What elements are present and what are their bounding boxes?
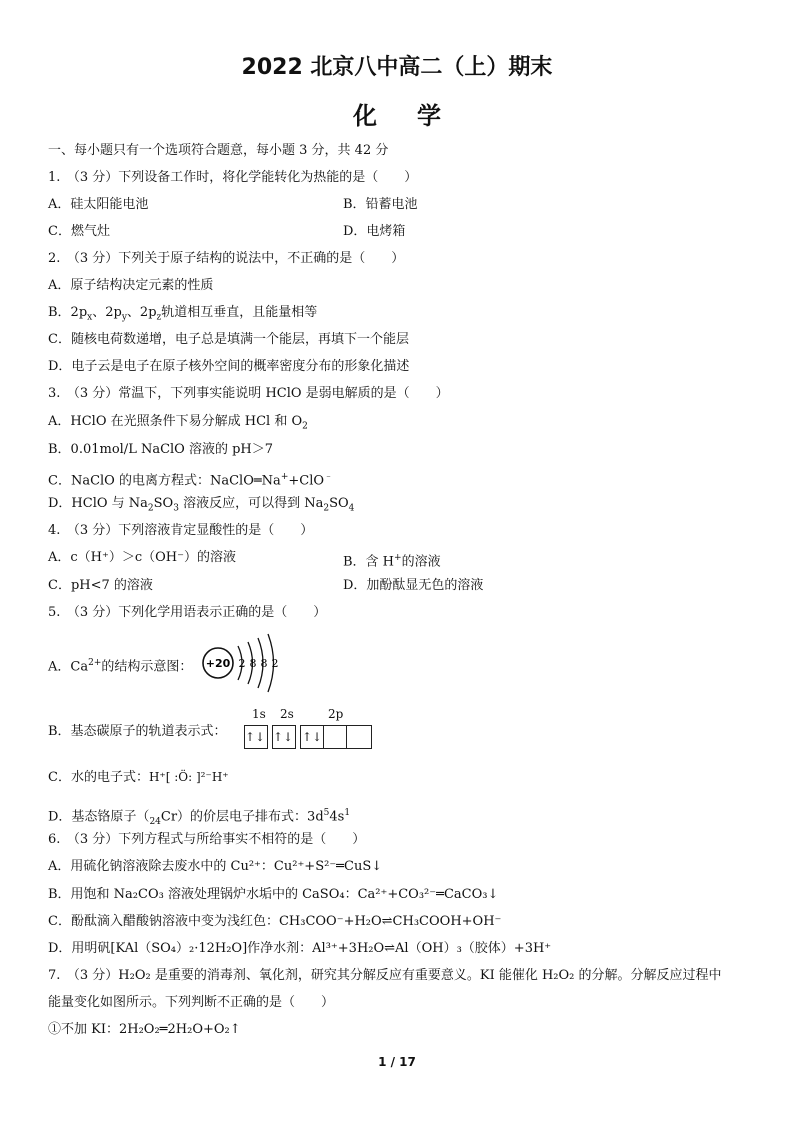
q7-stem-line1: 7. （3 分）H₂O₂ 是重要的消毒剂、氧化剂，研究其分解反应有重要意义。KI 能催化 H₂O₂ 的分解。分解反应过程中 xyxy=(48,968,722,983)
q4-option-b: B．含 H+的溶液 xyxy=(343,553,441,570)
q5-option-c: C．水的电子式：H⁺[ :Ö: ]²⁻H⁺ xyxy=(48,770,229,785)
water-electron-formula: H⁺[ :Ö: ]²⁻H⁺ xyxy=(148,770,229,784)
q3-option-d: D．HClO 与 $Na_2SO_3$ 溶液反应，可以得到 $Na_2SO_4$ xyxy=(48,496,355,514)
orbital-label-2p: 2p xyxy=(328,707,344,721)
q7-stem-line2: 能量变化如图所示。下列判断不正确的是（ ） xyxy=(48,995,335,1010)
q2-option-b: B．$2p_x$、$2p_y$、$2p_z$轨道相互垂直，且能量相等 xyxy=(48,305,318,323)
page-title: 2022 北京八中高二（上）期末 xyxy=(241,55,553,80)
q4-stem: 4. （3 分）下列溶液肯定显酸性的是（ ） xyxy=(48,523,314,538)
q7-item-1: ①不加 KI：2H₂O₂═2H₂O+O₂↑ xyxy=(48,1022,241,1037)
nucleus-charge: +20 xyxy=(205,657,231,670)
orbital-box-2s xyxy=(272,725,296,749)
q5-option-b: B．基态碳原子的轨道表示式： xyxy=(48,724,227,739)
q3-option-a: A．HClO 在光照条件下易分解成 HCl 和 $O_2$ xyxy=(48,414,308,432)
q6-stem: 6. （3 分）下列方程式与所给事实不相符的是（ ） xyxy=(48,832,366,847)
q6-option-d: D．用明矾[KAl（SO₄）₂·12H₂O]作净水剂：Al³⁺+3H₂O⇌Al（OH）₃（胶体）+3H⁺ xyxy=(48,941,552,956)
subject-title: 化学 xyxy=(353,102,481,130)
orbital-cell: ↑↓ xyxy=(245,730,266,744)
q1-option-c: C．燃气灶 xyxy=(48,224,110,239)
orbital-cell: ↑↓ xyxy=(301,726,324,748)
q1-stem: 1. （3 分）下列设备工作时，将化学能转化为热能的是（ ） xyxy=(48,170,418,185)
q3-option-b: B．0.01mol/L NaClO 溶液的 pH＞7 xyxy=(48,442,274,457)
ca-ion-structure-diagram xyxy=(198,632,288,698)
orbital-label-2s: 2s xyxy=(280,707,294,721)
q5-option-d: D．基态铬原子$(_{24}Cr)$的价层电子排布式：$3d^54s^1$ xyxy=(48,808,351,827)
q1-option-a: A．硅太阳能电池 xyxy=(48,197,149,212)
q6-option-c: C．酚酞滴入醋酸钠溶液中变为浅红色：CH₃COO⁻+H₂O⇌CH₃COOH+OH⁻ xyxy=(48,914,502,929)
q2-option-a: A．原子结构决定元素的性质 xyxy=(48,278,214,293)
q1-option-b: B．铅蓄电池 xyxy=(343,197,418,212)
q4-option-c: C．pH<7 的溶液 xyxy=(48,578,153,593)
q1-option-d: D．电烤箱 xyxy=(343,224,406,239)
q5-option-a: A．$Ca^{2+}$的结构示意图： xyxy=(48,658,193,675)
shell-3-count: 8 xyxy=(260,657,268,670)
q2-option-d: D．电子云是电子在原子核外空间的概率密度分布的形象化描述 xyxy=(48,359,410,374)
shell-1-count: 2 xyxy=(238,657,246,670)
shell-2-count: 8 xyxy=(249,657,257,670)
orbital-box-2p xyxy=(300,725,372,749)
page-number: 1 / 17 xyxy=(378,1055,416,1069)
shell-4-count: 2 xyxy=(271,657,279,670)
q2-option-c: C．随核电荷数递增，电子总是填满一个能层，再填下一个能层 xyxy=(48,332,409,347)
q4-option-d: D．加酚酞显无色的溶液 xyxy=(343,578,484,593)
q3-stem: 3. （3 分）常温下，下列事实能说明 HClO 是弱电解质的是（ ） xyxy=(48,386,449,401)
q6-option-a: A．用硫化钠溶液除去废水中的 Cu²⁺：Cu²⁺+S²⁻═CuS↓ xyxy=(48,859,383,874)
q4-option-a: A．c（H⁺）＞c（OH⁻）的溶液 xyxy=(48,550,237,565)
orbital-box-1s xyxy=(244,725,268,749)
orbital-label-1s: 1s xyxy=(252,707,266,721)
q2-stem: 2. （3 分）下列关于原子结构的说法中，不正确的是（ ） xyxy=(48,251,405,266)
orbital-cell xyxy=(324,726,347,748)
section-heading: 一、每小题只有一个选项符合题意，每小题 3 分，共 42 分 xyxy=(48,143,389,158)
q5-stem: 5. （3 分）下列化学用语表示正确的是（ ） xyxy=(48,605,327,620)
orbital-cell: ↑↓ xyxy=(273,730,294,744)
orbital-cell xyxy=(347,726,369,748)
q6-option-b: B．用饱和 Na₂CO₃ 溶液处理锅炉水垢中的 CaSO₄：Ca²⁺+CO₃²⁻═CaCO₃↓ xyxy=(48,887,499,902)
q3-option-c: C．NaClO 的电离方程式：NaClO═Na++ClO﹣ xyxy=(48,472,334,489)
